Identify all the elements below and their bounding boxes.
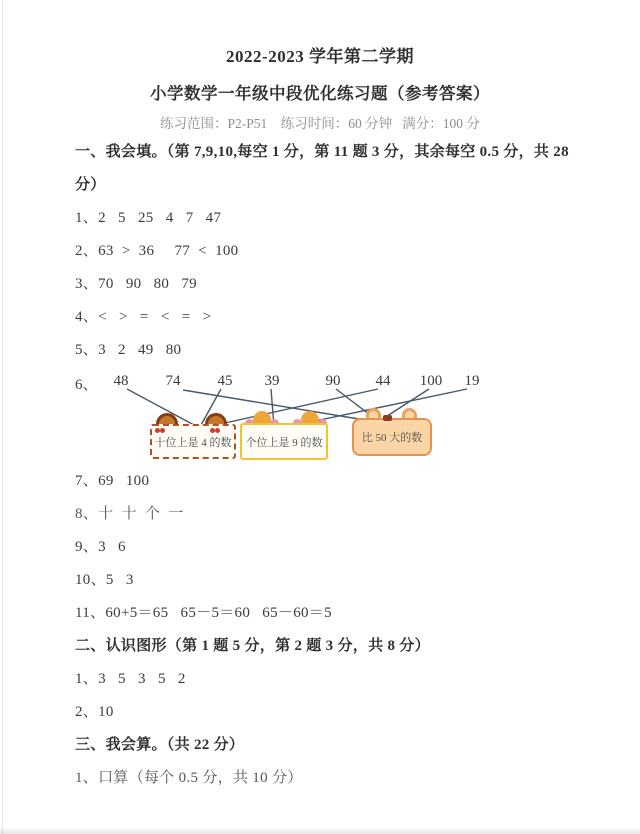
cherry-icon: [210, 428, 220, 433]
shapes-item-2: 2、10: [75, 704, 114, 720]
fill-item-7: 7、69 100: [75, 473, 150, 489]
matching-number: 45: [217, 373, 233, 389]
category-box-label: 十位上是 4 的数: [154, 436, 232, 449]
exam-meta-info: 练习范围：P2-P51 练习时间：60 分钟 满分：100 分: [160, 116, 480, 131]
matching-number: 74: [165, 373, 181, 389]
matching-number: 90: [325, 373, 341, 389]
fill-item-5: 5、3 2 49 80: [75, 342, 182, 358]
worksheet-header: [0, 0, 640, 130]
page-subtitle: 小学数学一年级中段优化练习题（参考答案）: [150, 84, 490, 103]
calc-item-1: 1、口算（每个 0.5 分，共 10 分）: [75, 770, 303, 786]
fill-item-1: 1、2 5 25 4 7 47: [75, 210, 222, 226]
page-title: 2022-2023 学年第二学期: [226, 47, 414, 66]
page-bottom-shadow: [0, 827, 640, 834]
fill-item-8: 8、十 十 个 一: [75, 506, 184, 522]
category-box-greater-than-50: [352, 418, 432, 456]
bow-knot-icon: [383, 415, 392, 421]
matching-number: 19: [464, 373, 480, 389]
matching-number: 100: [419, 373, 443, 389]
matching-number: 48: [113, 373, 129, 389]
fill-section-heading-line1: 一、我会填。（第 7,9,10,每空 1 分，第 11 题 3 分，其余每空 0.5 分，共 28: [75, 144, 569, 160]
fill-item-9: 9、3 6: [75, 539, 126, 555]
cherry-icon: [155, 428, 165, 433]
matching-number: 44: [375, 373, 391, 389]
fill-section-heading-line2: 分）: [75, 177, 106, 193]
shapes-section-heading: 二、认识图形（第 1 题 5 分，第 2 题 3 分，共 8 分）: [75, 638, 430, 654]
fill-item-3: 3、70 90 80 79: [75, 276, 197, 292]
fill-item-4: 4、< > = < = >: [75, 309, 212, 325]
fill-item-2: 2、63 > 36 77 < 100: [75, 243, 239, 259]
worksheet-body: [0, 140, 640, 799]
matching-diagram: [0, 371, 640, 469]
category-box-label: 个位上是 9 的数: [245, 436, 323, 449]
shapes-item-1: 1、3 5 3 5 2: [75, 671, 186, 687]
matching-number: 39: [264, 373, 280, 389]
fill-item-10: 10、5 3: [75, 572, 134, 588]
fill-item-6-label: 6、: [75, 377, 98, 393]
category-box-ones-digit-9: [240, 423, 328, 460]
calc-section-heading: 三、我会算。（共 22 分）: [75, 737, 245, 753]
fill-item-11: 11、60+5＝65 65－5＝60 65－60＝5: [75, 605, 332, 621]
category-box-label: 比 50 大的数: [361, 432, 423, 444]
